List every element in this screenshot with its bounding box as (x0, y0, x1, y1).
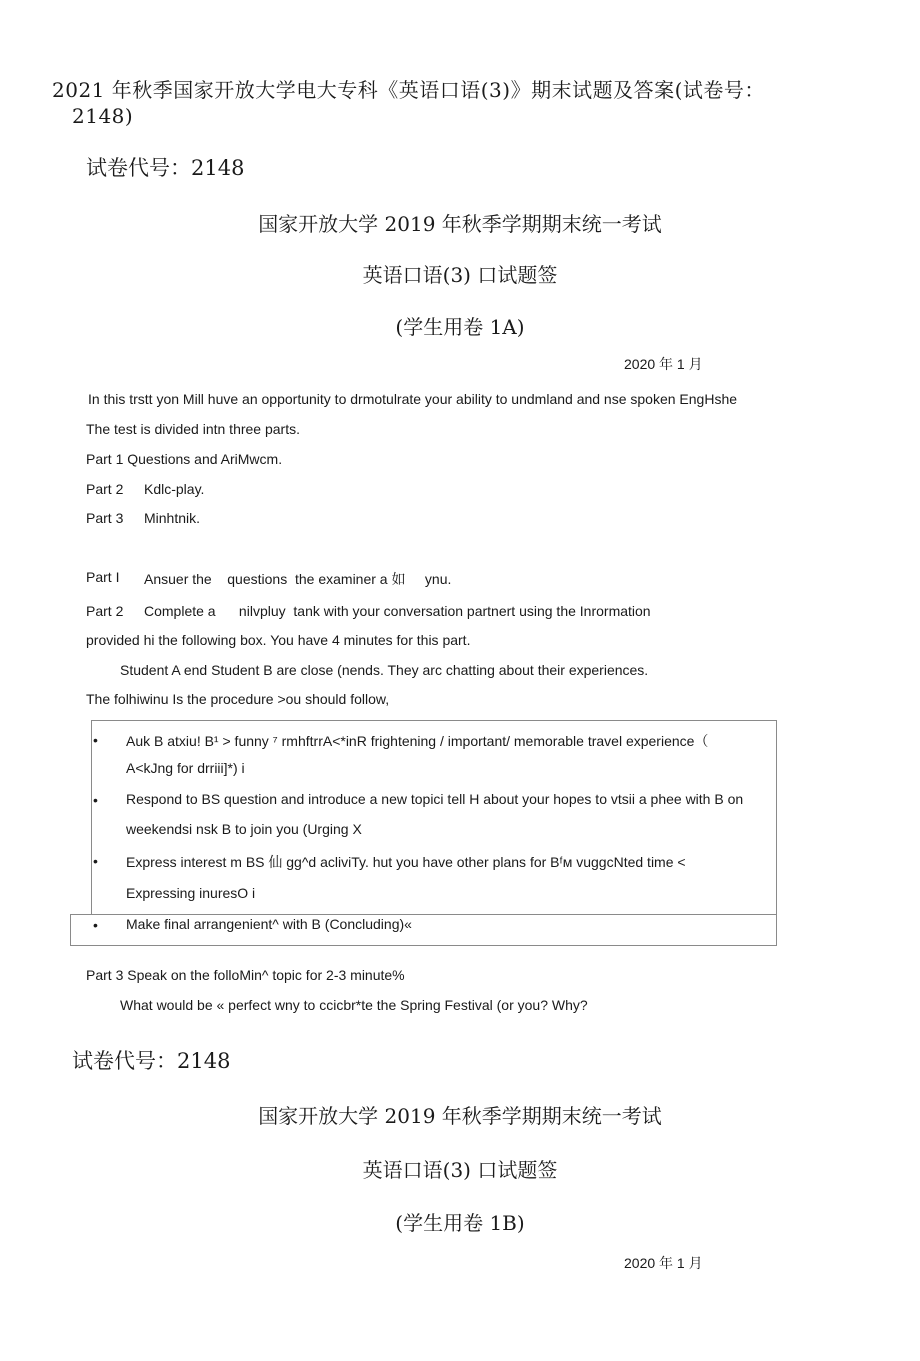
overview-part2-text: Kdlc-play. (144, 481, 205, 497)
overview-part2-label: Part 2 (86, 481, 124, 497)
procedure-item-3-line2: Expressing inuresO i (126, 885, 256, 901)
part2-text: Complete a nilvpluy tank with your conversation partnert using the Inrormation (144, 603, 651, 619)
procedure-item-1-line2: A<kJng for drriii]*) i (126, 760, 245, 776)
overview-part3-text: Minhtnik. (144, 510, 201, 526)
course-line-b: 英语口语(3) 口试题签 (362, 1158, 558, 1182)
procedure-item-1-line1: Auk B atxiu! B¹ > funny ⁷ rmhftrrA<*inR frightening / important/ memorable travel experience（ (126, 733, 709, 749)
part3-heading: Part 3 Speak on the folloMin^ topic for 2-3 minute% (86, 967, 405, 983)
bullet-mark: • (93, 917, 98, 933)
document-title-line2: 2148) (72, 104, 134, 128)
course-line-a: 英语口语(3) 口试题签 (362, 263, 558, 287)
bullet-mark: • (93, 853, 98, 869)
paper-code-a: 试卷代号：2148 (86, 156, 245, 180)
volume-line-b: (学生用卷 1B) (395, 1211, 525, 1235)
date-a: 2020 年 1 月 (624, 356, 703, 372)
document-title-line1: 2021 年秋季国家开放大学电大专科《英语口语(3)》期末试题及答案(试卷号： (52, 78, 765, 102)
university-line-b: 国家开放大学 2019 年秋季学期期末统一考试 (258, 1104, 662, 1128)
university-line-a: 国家开放大学 2019 年秋季学期期末统一考试 (258, 212, 662, 236)
part2-label: Part 2 (86, 603, 124, 619)
overview-part2 (86, 481, 123, 497)
overview-part1-text: Questions and AriMwcm. (127, 451, 283, 467)
part2-scenario: Student A end Student B are close (nends. They arc chatting about their experiences. (120, 662, 649, 678)
procedure-item-2-line2: weekendsi nsk B to join you (Urging X (126, 821, 362, 837)
part1-text: Ansuer the questions the examiner a 如 ynu. (144, 571, 452, 587)
date-b: 2020 年 1 月 (624, 1255, 703, 1271)
volume-line-a: (学生用卷 1A) (395, 315, 525, 339)
procedure-item-2-line1: Respond to BS question and introduce a new topici tell H about your hopes to vtsii a phee with B on (126, 791, 744, 807)
overview-part1-label: Part 1 (86, 451, 124, 467)
part2-text-continued: provided hi the following box. You have 4 minutes for this part. (86, 632, 471, 648)
procedure-item-3-line1: Express interest m BS 仙 gg^d acliviTy. hut you have other plans for Bᶠᴍ vuggcNted time < (126, 854, 686, 870)
intro-text: In this trstt yon Mill huve an opportunity to drmotulrate your ability to undmland and nse spoken EngHshe (88, 391, 738, 407)
part3-question: What would be « perfect wny to ccicbr*te the Spring Festival (or you? Why? (120, 997, 588, 1013)
overview-part3 (86, 510, 123, 526)
paper-code-b: 试卷代号：2148 (72, 1049, 231, 1073)
overview-part3-label: Part 3 (86, 510, 124, 526)
bullet-mark: • (93, 792, 98, 808)
part2-procedure: The folhiwinu Is the procedure >ou should follow, (86, 691, 390, 707)
divided-text: The test is divided intn three parts. (86, 421, 300, 437)
part1-label: Part I (86, 569, 120, 585)
bullet-mark: • (93, 732, 98, 748)
procedure-item-4-line1: Make final arrangenient^ with B (Concluding)« (126, 916, 412, 932)
overview-part1 (86, 451, 282, 467)
